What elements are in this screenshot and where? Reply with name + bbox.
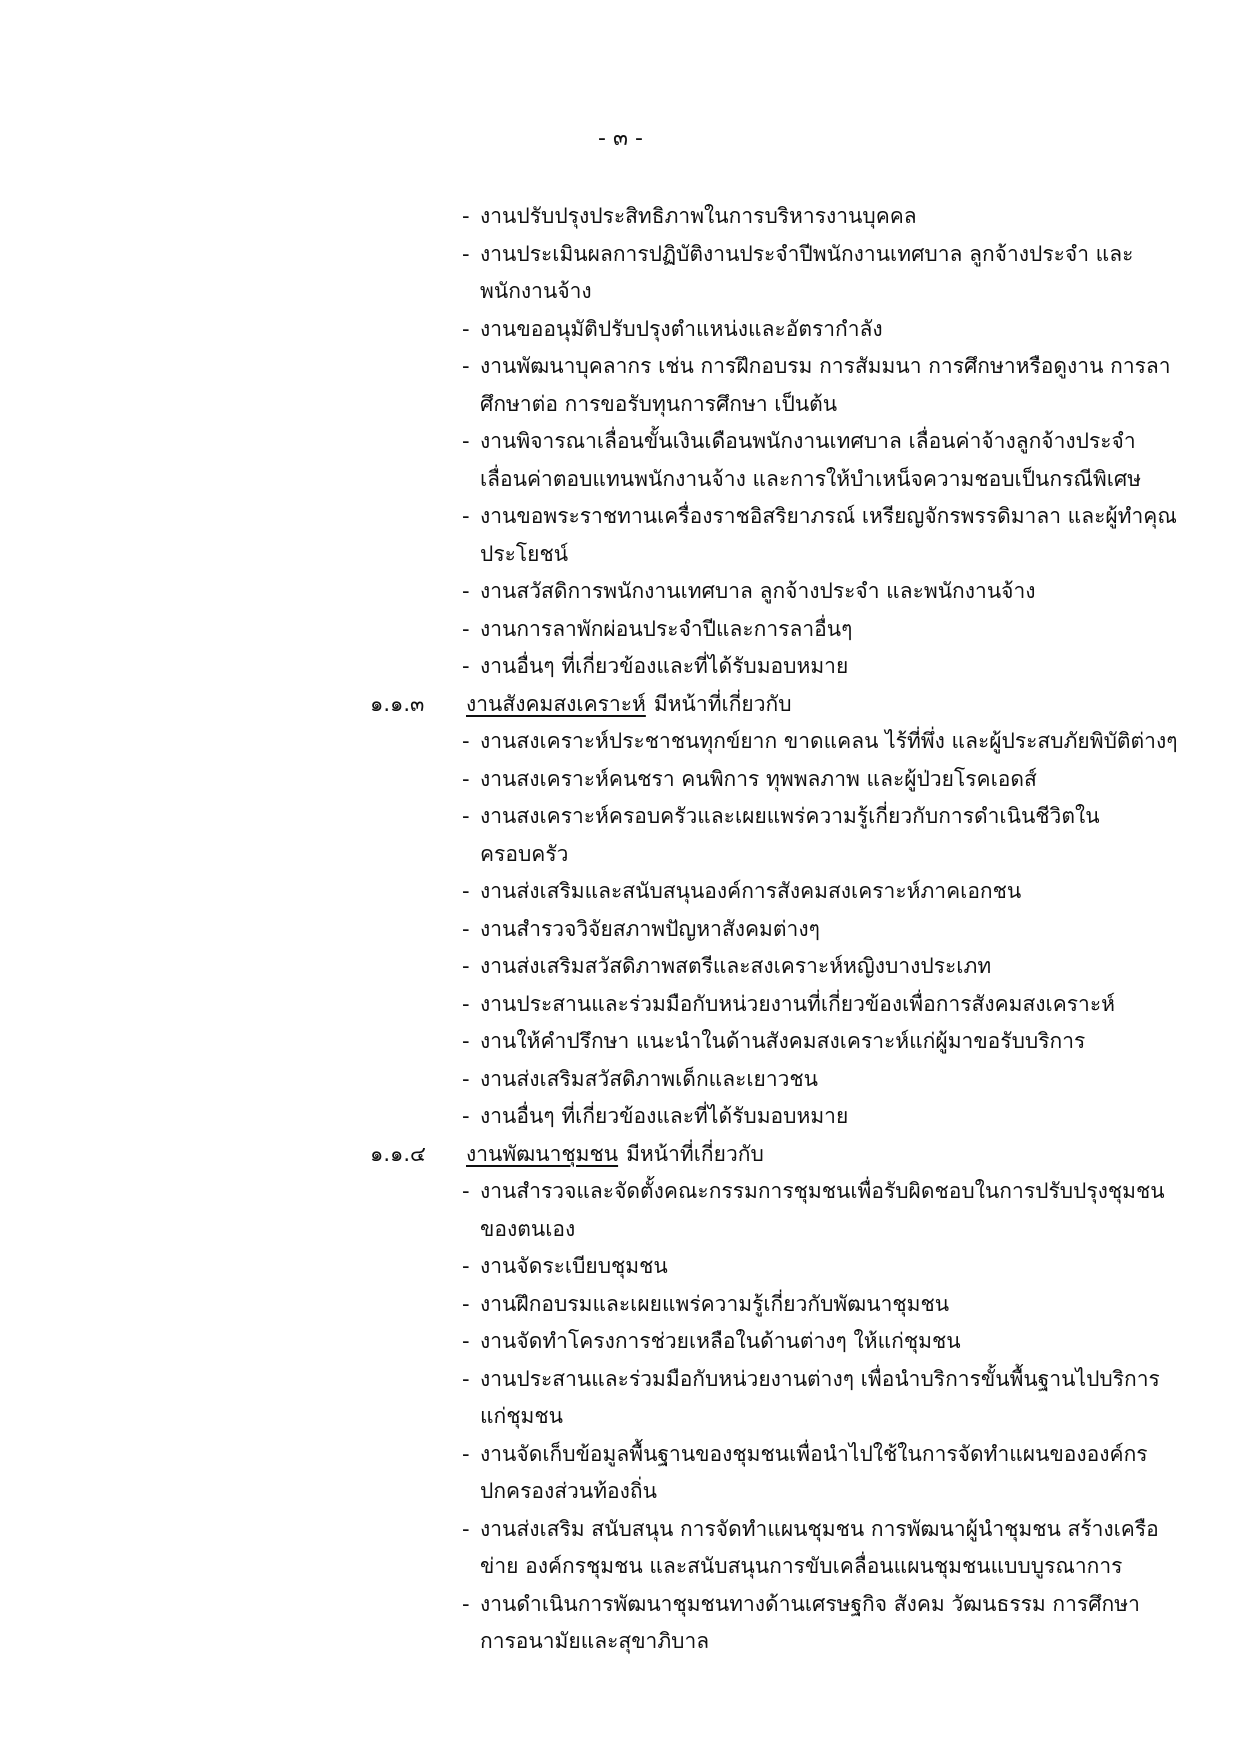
list-item-text: งานการลาพักผ่อนประจำปีและการลาอื่นๆ	[480, 616, 853, 641]
list-item-text: งานอื่นๆ ที่เกี่ยวข้องและที่ได้รับมอบหมาย	[480, 1104, 849, 1128]
list-item	[0, 1511, 1241, 1586]
list-item-text: งานส่งเสริมสวัสดิภาพเด็กและเยาวชน	[480, 1066, 819, 1091]
list-item-text: งานสวัสดิการพนักงานเทศบาล ลูกจ้างประจำ และพนักงานจ้าง	[480, 579, 1036, 603]
bullet-dash: -	[462, 804, 470, 828]
list-item	[0, 1061, 1241, 1099]
list-item	[0, 1098, 1241, 1136]
list-item	[0, 648, 1241, 686]
bullet-dash: -	[462, 879, 470, 903]
list-item	[0, 761, 1241, 799]
bullet-dash: -	[462, 1029, 470, 1053]
list-item-text: งานสงเคราะห์ครอบครัวและเผยแพร่ความรู้เกี่ยวกับการดำเนินชีวิตในครอบครัว	[480, 804, 1100, 866]
section-number: ๑.๑.๔	[370, 1141, 426, 1166]
list-item	[0, 1361, 1241, 1436]
list-item	[0, 198, 1241, 236]
list-item-text: งานสำรวจและจัดตั้งคณะกรรมการชุมชนเพื่อรับผิดชอบในการปรับปรุงชุมชน ของตนเอง	[480, 1179, 1165, 1241]
duty-list	[0, 723, 1241, 1136]
section-title: งานพัฒนาชุมชน	[466, 1141, 619, 1166]
list-item	[0, 1286, 1241, 1324]
list-item-text: งานดำเนินการพัฒนาชุมชนทางด้านเศรษฐกิจ สังคม วัฒนธรรม การศึกษา การอนามัยและสุขาภิบาล	[480, 1591, 1140, 1653]
bullet-dash: -	[462, 916, 470, 941]
bullet-dash: -	[462, 241, 470, 266]
bullet-dash: -	[462, 616, 470, 641]
duty-list	[0, 1173, 1241, 1661]
list-item-text: งานฝึกอบรมและเผยแพร่ความรู้เกี่ยวกับพัฒนาชุมชน	[480, 1291, 950, 1316]
page-number: - ๓ -	[598, 126, 643, 151]
bullet-dash: -	[462, 991, 470, 1016]
list-item	[0, 986, 1241, 1024]
list-item	[0, 911, 1241, 949]
list-item-text: งานประสานและร่วมมือกับหน่วยงานต่างๆ เพื่อนำบริการขั้นพื้นฐานไปบริการ แก่ชุมชน	[480, 1366, 1160, 1428]
list-item	[0, 498, 1241, 573]
bullet-dash: -	[462, 729, 470, 753]
list-item-text: งานปรับปรุงประสิทธิภาพในการบริหารงานบุคคล	[480, 204, 917, 228]
list-item	[0, 311, 1241, 349]
bullet-dash: -	[462, 954, 470, 978]
list-item	[0, 1323, 1241, 1361]
list-item-text: งานส่งเสริม สนับสนุน การจัดทำแผนชุมชน การพัฒนาผู้นำชุมชน สร้างเครือข่าย องค์กรชุมชน และสนับสนุนการขับเคลื่อนแผนชุมชนแบบบูรณาการ	[480, 1516, 1159, 1578]
list-item	[0, 1173, 1241, 1248]
list-item-text: งานจัดเก็บข้อมูลพื้นฐานของชุมชนเพื่อนำไปใช้ในการจัดทำแผนขององค์กร ปกครองส่วนท้องถิ่น	[480, 1441, 1148, 1503]
list-item	[0, 611, 1241, 649]
list-item	[0, 1248, 1241, 1286]
bullet-dash: -	[462, 504, 470, 528]
bullet-dash: -	[462, 1591, 470, 1616]
list-item	[0, 873, 1241, 911]
list-item	[0, 798, 1241, 873]
bullet-dash: -	[462, 579, 470, 603]
bullet-dash: -	[462, 1066, 470, 1091]
list-item-text: งานพิจารณาเลื่อนขั้นเงินเดือนพนักงานเทศบาล เลื่อนค่าจ้างลูกจ้างประจำ เลื่อนค่าตอบแทนพนักงานจ้าง และการให้บำเหน็จความชอบเป็นกรณีพิเศษ	[480, 429, 1142, 491]
section-title: งานสังคมสงเคราะห์	[466, 691, 646, 716]
bullet-dash: -	[462, 1179, 470, 1203]
list-item	[0, 423, 1241, 498]
section-heading	[0, 1136, 1241, 1174]
section-heading	[0, 686, 1241, 724]
list-item-text: งานขอพระราชทานเครื่องราชอิสริยาภรณ์ เหรียญจักรพรรดิมาลา และผู้ทำคุณประโยชน์	[480, 504, 1177, 566]
list-item	[0, 723, 1241, 761]
duty-list	[0, 198, 1241, 686]
list-item-text: งานพัฒนาบุคลากร เช่น การฝึกอบรม การสัมมนา การศึกษาหรือดูงาน การลาศึกษาต่อ การขอรับทุนการศึกษา เป็นต้น	[480, 354, 1171, 416]
bullet-dash: -	[462, 1366, 470, 1391]
bullet-dash: -	[462, 1516, 470, 1541]
list-item-text: งานจัดทำโครงการช่วยเหลือในด้านต่างๆ ให้แก่ชุมชน	[480, 1329, 961, 1353]
list-item-text: งานจัดระเบียบชุมชน	[480, 1254, 668, 1278]
personnel-duties-list	[0, 198, 1241, 686]
section-number: ๑.๑.๓	[370, 691, 425, 716]
list-item-text: งานให้คำปรึกษา แนะนำในด้านสังคมสงเคราะห์แก่ผู้มาขอรับบริการ	[480, 1029, 1086, 1053]
list-item-text: งานสงเคราะห์คนชรา คนพิการ ทุพพลภาพ และผู้ป่วยโรคเอดส์	[480, 766, 1037, 791]
list-item	[0, 1023, 1241, 1061]
list-item	[0, 236, 1241, 311]
list-item-text: งานสำรวจวิจัยสภาพปัญหาสังคมต่างๆ	[480, 916, 820, 941]
list-item-text: งานสงเคราะห์ประชาชนทุกข์ยาก ขาดแคลน ไร้ที่พึ่ง และผู้ประสบภัยพิบัติต่างๆ	[480, 729, 1178, 753]
bullet-dash: -	[462, 1441, 470, 1466]
list-item-text: งานประเมินผลการปฏิบัติงานประจำปีพนักงานเทศบาล ลูกจ้างประจำ และพนักงานจ้าง	[480, 241, 1134, 303]
list-item-text: งานอื่นๆ ที่เกี่ยวข้องและที่ได้รับมอบหมาย	[480, 654, 849, 678]
section-social-welfare	[0, 686, 1241, 1136]
section-community-development	[0, 1136, 1241, 1661]
bullet-dash: -	[462, 766, 470, 791]
list-item-text: งานส่งเสริมและสนับสนุนองค์การสังคมสงเคราะห์ภาคเอกชน	[480, 879, 1022, 903]
bullet-dash: -	[462, 354, 470, 378]
list-item-text: งานประสานและร่วมมือกับหน่วยงานที่เกี่ยวข้องเพื่อการสังคมสงเคราะห์	[480, 991, 1115, 1016]
section-suffix: มีหน้าที่เกี่ยวกับ	[626, 1141, 764, 1166]
bullet-dash: -	[462, 204, 470, 228]
list-item-text: งานขออนุมัติปรับปรุงตำแหน่งและอัตรากำลัง	[480, 316, 883, 341]
document-body	[0, 198, 1241, 1661]
list-item	[0, 573, 1241, 611]
list-item	[0, 948, 1241, 986]
section-suffix: มีหน้าที่เกี่ยวกับ	[653, 691, 792, 716]
list-item	[0, 1586, 1241, 1661]
bullet-dash: -	[462, 1291, 470, 1316]
bullet-dash: -	[462, 316, 470, 341]
list-item-text: งานส่งเสริมสวัสดิภาพสตรีและสงเคราะห์หญิงบางประเภท	[480, 954, 992, 978]
list-item	[0, 1436, 1241, 1511]
bullet-dash: -	[462, 429, 470, 453]
list-item	[0, 348, 1241, 423]
bullet-dash: -	[462, 654, 470, 678]
bullet-dash: -	[462, 1104, 470, 1128]
bullet-dash: -	[462, 1329, 470, 1353]
bullet-dash: -	[462, 1254, 470, 1278]
